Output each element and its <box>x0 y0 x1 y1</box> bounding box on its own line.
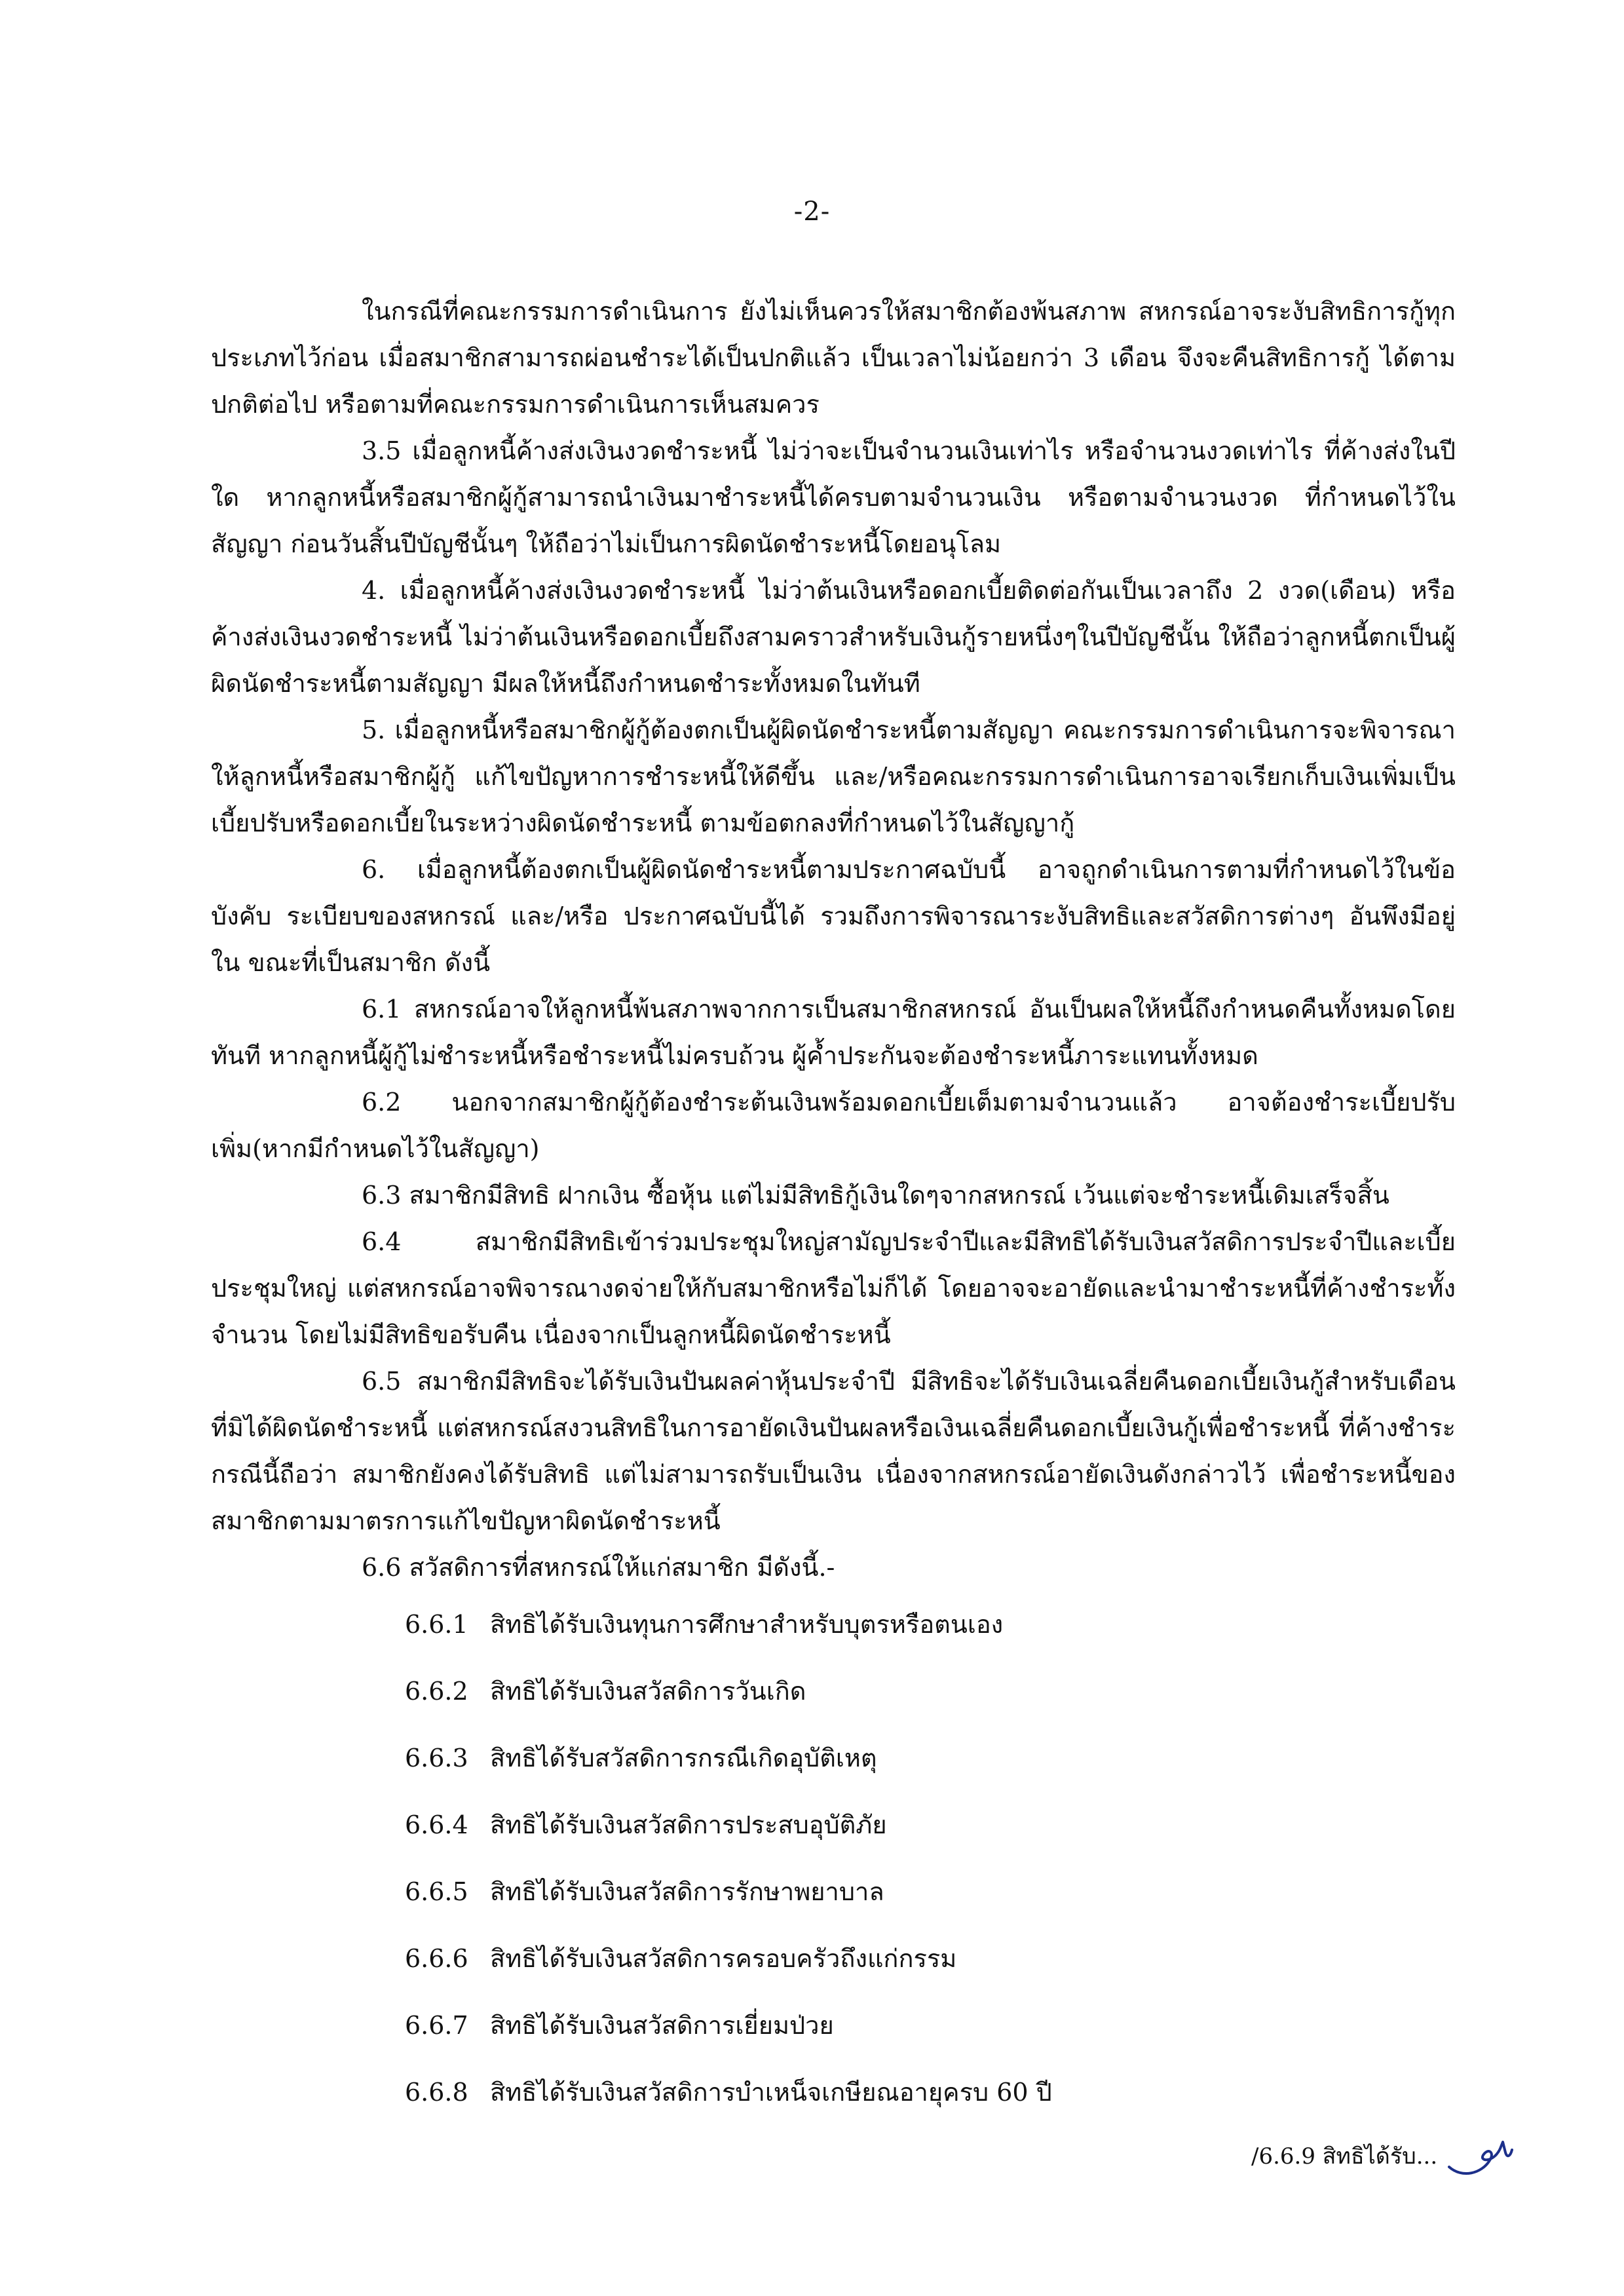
paragraph: 6.1 สหกรณ์อาจให้ลูกหนี้พ้นสภาพจากการเป็นสมาชิกสหกรณ์ อันเป็นผลให้หนี้ถึงกำหนดคืนทั้งหมดโดยทันที หากลูกหนี้ผู้กู้ไม่ชำระหนี้หรือชำระหนี้ไม่ครบถ้วน ผู้ค้ำประกันจะต้องชำระหนี้ภาระแทนทั้งหมด <box>211 995 1456 1070</box>
continuation-note <box>1251 2133 1515 2179</box>
welfare-heading: 6.6 สวัสดิการที่สหกรณ์ให้แก่สมาชิก มีดังนี้.- <box>362 1553 835 1582</box>
paragraph: 5. เมื่อลูกหนี้หรือสมาชิกผู้กู้ต้องตกเป็นผู้ผิดนัดชำระหนี้ตามสัญญา คณะกรรมการดำเนินการจะพิจารณาให้ลูกหนี้หรือสมาชิกผู้กู้ แก้ไขปัญหาการชำระหนี้ให้ดีขึ้น และ/หรือคณะกรรมการดำเนินการอาจเรียกเก็บเงินเพิ่มเป็นเบี้ยปรับหรือดอกเบี้ยในระหว่างผิดนัดชำระหนี้ ตามข้อตกลงที่กำหนดไว้ในสัญญากู้ <box>211 716 1456 837</box>
item-number: 6.6.8 <box>405 2077 468 2107</box>
list-item <box>211 1925 1456 1992</box>
paragraph: 4. เมื่อลูกหนี้ค้างส่งเงินงวดชำระหนี้ ไม่ว่าต้นเงินหรือดอกเบี้ยติดต่อกันเป็นเวลาถึง 2 งวด(เดือน) หรือค้างส่งเงินงวดชำระหนี้ ไม่ว่าต้นเงินหรือดอกเบี้ยถึงสามคราวสำหรับเงินกู้รายหนึ่งๆในปีบัญชีนั้น ให้ถือว่าลูกหนี้ตกเป็นผู้ผิดนัดชำระหนี้ตามสัญญา มีผลให้หนี้ถึงกำหนดชำระทั้งหมดในทันที <box>211 576 1456 698</box>
list-item <box>211 1725 1456 1791</box>
paragraph: 6. เมื่อลูกหนี้ต้องตกเป็นผู้ผิดนัดชำระหนี้ตามประกาศฉบับนี้ อาจถูกดำเนินการตามที่กำหนดไว้ในข้อบังคับ ระเบียบของสหกรณ์ และ/หรือ ประกาศฉบับนี้ได้ รวมถึงการพิจารณาระงับสิทธิและสวัสดิการต่างๆ อันพึงมีอยู่ ใน ขณะที่เป็นสมาชิก ดังนี้ <box>211 855 1456 977</box>
item-text: สิทธิได้รับเงินสวัสดิการวันเกิด <box>490 1676 806 1706</box>
paragraph: 6.3 สมาชิกมีสิทธิ ฝากเงิน ซื้อหุ้น แต่ไม่มีสิทธิกู้เงินใดๆจากสหกรณ์ เว้นแต่จะชำระหนี้เดิมเสร็จสิ้น <box>362 1181 1389 1210</box>
item-number: 6.6.3 <box>405 1743 468 1772</box>
continuation-text: /6.6.9 สิทธิได้รับ... <box>1251 2143 1438 2170</box>
document-body <box>211 288 1456 2126</box>
item-text: สิทธิได้รับเงินทุนการศึกษาสำหรับบุตรหรือตนเอง <box>490 1609 1004 1639</box>
item-text: สิทธิได้รับเงินสวัสดิการรักษาพยาบาล <box>490 1877 884 1906</box>
item-text: สิทธิได้รับเงินสวัสดิการบำเหน็จเกษียณอายุครบ 60 ปี <box>490 2077 1052 2107</box>
list-item <box>211 2059 1456 2126</box>
paragraph: ในกรณีที่คณะกรรมการดำเนินการ ยังไม่เห็นควรให้สมาชิกต้องพ้นสภาพ สหกรณ์อาจระงับสิทธิการกู้ทุกประเภทไว้ก่อน เมื่อสมาชิกสามารถผ่อนชำระได้เป็นปกติแล้ว เป็นเวลาไม่น้อยกว่า 3 เดือน จึงจะคืนสิทธิการกู้ ได้ตามปกติต่อไป หรือตามที่คณะกรรมการดำเนินการเห็นสมควร <box>211 297 1456 419</box>
list-item <box>211 1658 1456 1725</box>
page-number: -2- <box>793 197 831 227</box>
item-number: 6.6.7 <box>405 2010 468 2040</box>
item-number: 6.6.5 <box>405 1877 468 1906</box>
list-item <box>211 1992 1456 2059</box>
item-number: 6.6.4 <box>405 1810 468 1839</box>
paragraph: 6.2 นอกจากสมาชิกผู้กู้ต้องชำระต้นเงินพร้อมดอกเบี้ยเต็มตามจำนวนแล้ว อาจต้องชำระเบี้ยปรับเพิ่ม(หากมีกำหนดไว้ในสัญญา) <box>211 1088 1456 1163</box>
item-number: 6.6.1 <box>405 1609 468 1639</box>
welfare-list <box>211 1591 1456 2126</box>
item-number: 6.6.6 <box>405 1943 468 1973</box>
item-text: สิทธิได้รับเงินสวัสดิการเยี่ยมป่วย <box>490 2010 834 2040</box>
list-item <box>211 1858 1456 1925</box>
paragraph: 6.5 สมาชิกมีสิทธิจะได้รับเงินปันผลค่าหุ้นประจำปี มีสิทธิจะได้รับเงินเฉลี่ยคืนดอกเบี้ยเงินกู้สำหรับเดือนที่มิได้ผิดนัดชำระหนี้ แต่สหกรณ์สงวนสิทธิในการอายัดเงินปันผลหรือเงินเฉลี่ยคืนดอกเบี้ยเงินกู้เพื่อชำระหนี้ ที่ค้างชำระ กรณีนี้ถือว่า สมาชิกยังคงได้รับสิทธิ แต่ไม่สามารถรับเป็นเงิน เนื่องจากสหกรณ์อายัดเงินดังกล่าวไว้ เพื่อชำระหนี้ของสมาชิกตามมาตรการแก้ไขปัญหาผิดนัดชำระหนี้ <box>211 1367 1456 1535</box>
item-text: สิทธิได้รับเงินสวัสดิการประสบอุบัติภัย <box>490 1810 887 1839</box>
item-text: สิทธิได้รับสวัสดิการกรณีเกิดอุบัติเหตุ <box>490 1743 877 1772</box>
list-item <box>211 1791 1456 1858</box>
list-item <box>211 1591 1456 1658</box>
item-number: 6.6.2 <box>405 1676 468 1706</box>
paragraph: 3.5 เมื่อลูกหนี้ค้างส่งเงินงวดชำระหนี้ ไม่ว่าจะเป็นจำนวนเงินเท่าไร หรือจำนวนงวดเท่าไร ที่ค้างส่งในปีใด หากลูกหนี้หรือสมาชิกผู้กู้สามารถนำเงินมาชำระหนี้ได้ครบตามจำนวนเงิน หรือตามจำนวนงวด ที่กำหนดไว้ในสัญญา ก่อนวันสิ้นปีบัญชีนั้นๆ ให้ถือว่าไม่เป็นการผิดนัดชำระหนี้โดยอนุโลม <box>211 436 1456 558</box>
signature-icon <box>1443 2133 1515 2179</box>
item-text: สิทธิได้รับเงินสวัสดิการครอบครัวถึงแก่กรรม <box>490 1943 957 1973</box>
paragraph: 6.4 สมาชิกมีสิทธิเข้าร่วมประชุมใหญ่สามัญประจำปีและมีสิทธิได้รับเงินสวัสดิการประจำปีและเบี้ยประชุมใหญ่ แต่สหกรณ์อาจพิจารณางดจ่ายให้กับสมาชิกหรือไม่ก็ได้ โดยอาจจะอายัดและนำมาชำระหนี้ที่ค้างชำระทั้งจำนวน โดยไม่มีสิทธิขอรับคืน เนื่องจากเป็นลูกหนี้ผิดนัดชำระหนี้ <box>211 1227 1456 1349</box>
